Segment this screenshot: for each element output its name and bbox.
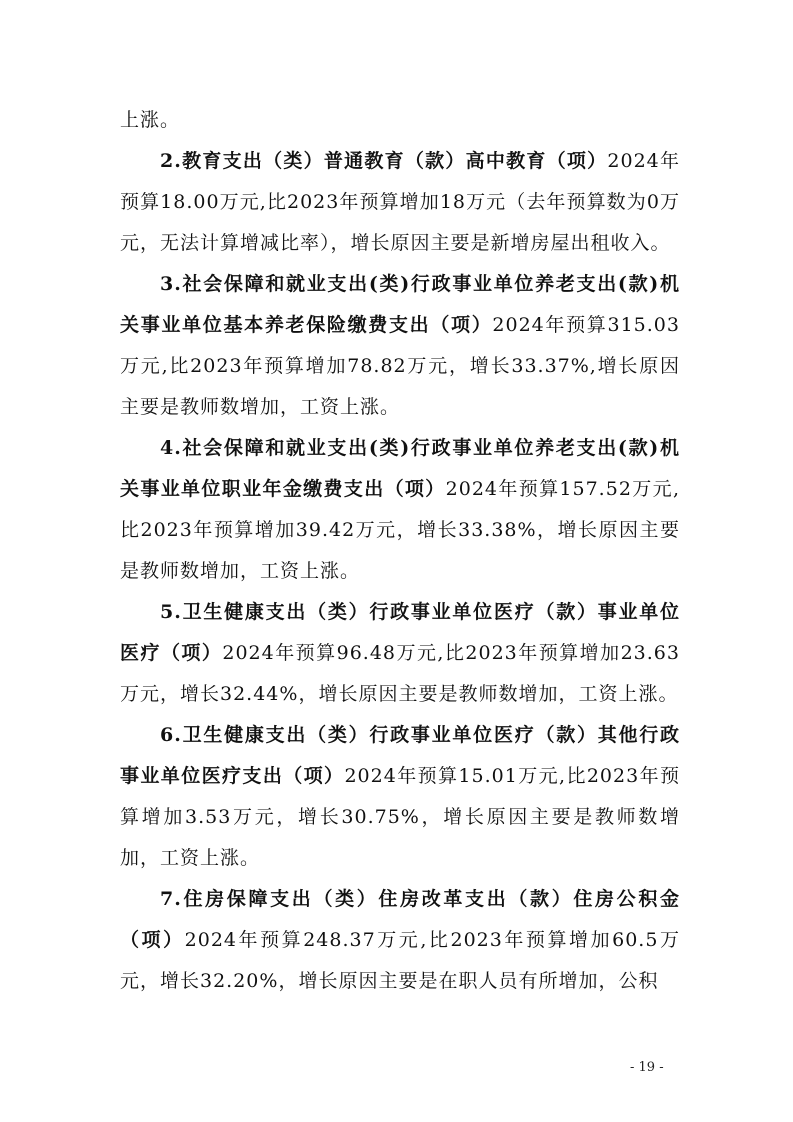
paragraph-text: 2024年预算315.03万元,比2023年预算增加78.82万元，增长33.37%,增长原因主要是教师数增加，工资上涨。 [120, 314, 680, 418]
paragraph-item-4 [120, 428, 680, 592]
paragraph-text: 2024年预算15.01万元,比2023年预算增加3.53万元，增长30.75%，增长原因主要是教师数增加，工资上涨。 [120, 765, 680, 869]
paragraph-continuation [120, 100, 680, 141]
paragraph-heading: 5.卫生健康支出（类）行政事业单位医疗（款）事业单位医疗（项） [120, 601, 680, 664]
paragraph-text: 2024年预算18.00万元,比2023年预算增加18万元（去年预算数为0万元，无法计算增减比率），增长原因主要是新增房屋出租收入。 [120, 150, 680, 254]
paragraph-text: 2024年预算157.52万元,比2023年预算增加39.42万元，增长33.38%，增长原因主要是教师数增加，工资上涨。 [120, 478, 680, 582]
page-number: - 19 - [630, 1060, 664, 1075]
paragraph-text: 上涨。 [120, 109, 181, 131]
paragraph-item-5 [120, 592, 680, 715]
paragraph-item-6 [120, 715, 680, 879]
paragraph-item-7 [120, 879, 680, 1002]
paragraph-item-2 [120, 141, 680, 264]
body-text [120, 100, 680, 1002]
paragraph-heading: 2.教育支出（类）普通教育（款）高中教育（项） [160, 150, 608, 172]
paragraph-heading: 6.卫生健康支出（类）行政事业单位医疗（款）其他行政事业单位医疗支出（项） [120, 724, 680, 787]
paragraph-heading: 7.住房保障支出（类）住房改革支出（款）住房公积金（项） [120, 888, 680, 951]
paragraph-heading: 4.社会保障和就业支出(类)行政事业单位养老支出(款)机关事业单位职业年金缴费支出（项） [120, 437, 680, 500]
paragraph-text: 2024年预算96.48万元,比2023年预算增加23.63万元，增长32.44%，增长原因主要是教师数增加，工资上涨。 [120, 642, 680, 705]
paragraph-item-3 [120, 264, 680, 428]
paragraph-text: 2024年预算248.37万元,比2023年预算增加60.5万元，增长32.20%，增长原因主要是在职人员有所增加，公积 [120, 929, 680, 992]
paragraph-heading: 3.社会保障和就业支出(类)行政事业单位养老支出(款)机关事业单位基本养老保险缴费支出（项） [120, 273, 680, 336]
